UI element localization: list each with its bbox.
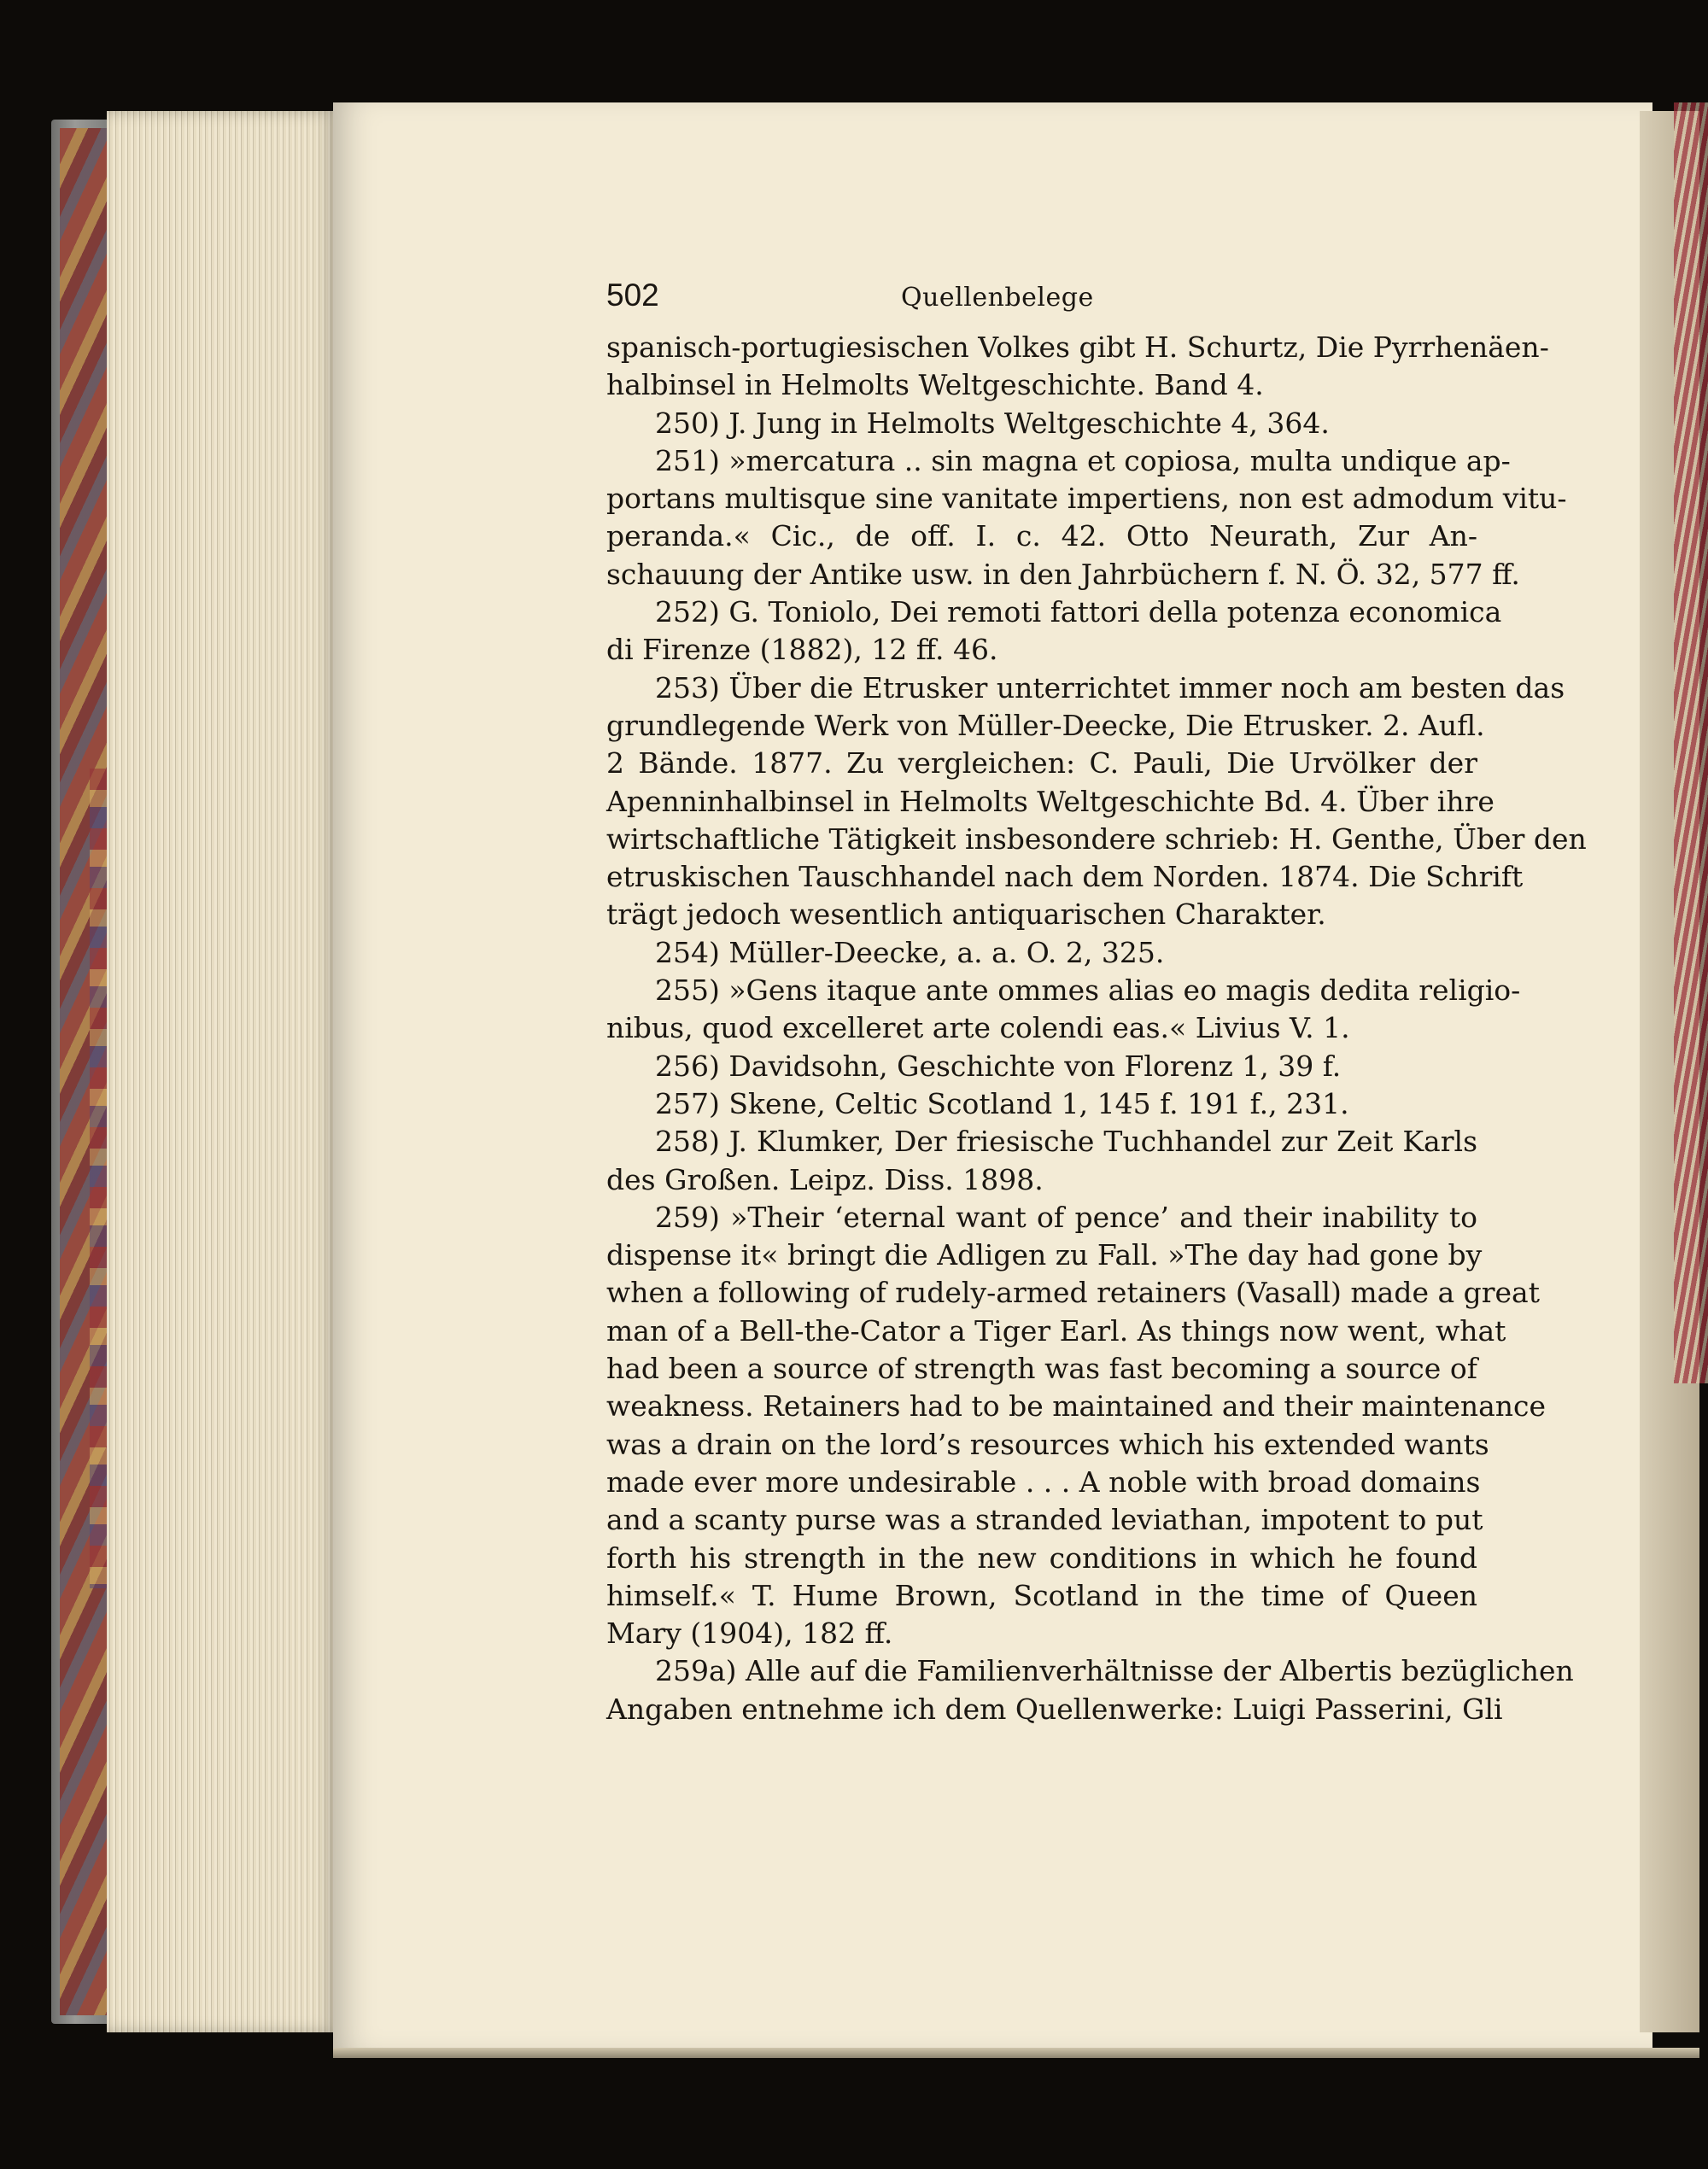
page-number: 502: [606, 278, 659, 313]
text-line: was a drain on the lord’s resources which his extended wants: [606, 1427, 1489, 1461]
footnote-lines: [606, 329, 1587, 1728]
text-line: 250) J. Jung in Helmolts Weltgeschichte 4, 364.: [655, 406, 1330, 440]
text-line: weakness. Retainers had to be maintained and their maintenance: [606, 1389, 1547, 1424]
text-line: 259a) Alle auf die Familienverhältnisse der Albertis bezüglichen: [655, 1654, 1574, 1688]
page-header: [606, 278, 1477, 329]
text-line: and a scanty purse was a stranded leviathan, impotent to put: [606, 1503, 1483, 1537]
text-line: halbinsel in Helmolts Weltgeschichte. Band 4.: [606, 368, 1264, 402]
text-line: 252) G. Toniolo, Dei remoti fattori della potenza economica: [655, 595, 1502, 629]
text-line: wirtschaftliche Tätigkeit insbesondere schrieb: H. Genthe, Über den: [606, 821, 1587, 856]
text-line: 256) Davidsohn, Geschichte von Florenz 1, 39 f.: [655, 1049, 1342, 1083]
running-head: Quellenbelege: [901, 283, 1094, 313]
text-line: Angaben entnehme ich dem Quellenwerke: Luigi Passerini, Gli: [606, 1692, 1503, 1726]
text-block: [606, 278, 1587, 1728]
text-line: etruskischen Tauschhandel nach dem Norden. 1874. Die Schrift: [606, 860, 1524, 894]
text-line: man of a Bell-the-Cator a Tiger Earl. As things now went, what: [606, 1313, 1506, 1348]
text-line: nibus, quod excelleret arte colendi eas.« Livius V. 1.: [606, 1011, 1350, 1045]
text-line: 258) J. Klumker, Der friesische Tuchhandel zur Zeit Karls: [655, 1125, 1477, 1159]
text-line: schauung der Antike usw. in den Jahrbüchern f. N. Ö. 32, 577 ff.: [606, 557, 1520, 591]
text-line: 257) Skene, Celtic Scotland 1, 145 f. 191 f., 231.: [655, 1086, 1349, 1120]
text-line: trägt jedoch wesentlich antiquarischen Charakter.: [606, 897, 1326, 932]
text-line: when a following of rudely-armed retainers (Vasall) made a great: [606, 1276, 1540, 1310]
text-line: 2 Bände. 1877. Zu vergleichen: C. Pauli, Die Urvölker der: [606, 746, 1477, 780]
text-line: Mary (1904), 182 ff.: [606, 1617, 893, 1651]
text-line: spanisch-portugiesischen Volkes gibt H. Schurtz, Die Pyrrhenäen-: [606, 330, 1549, 364]
page-stack-left: [107, 111, 337, 2032]
text-line: had been a source of strength was fast becoming a source of: [606, 1352, 1477, 1386]
marbled-edge: [90, 769, 107, 1588]
text-line: des Großen. Leipz. Diss. 1898.: [606, 1162, 1044, 1196]
text-line: dispense it« bringt die Adligen zu Fall. »The day had gone by: [606, 1238, 1483, 1272]
text-line: 254) Müller-Deecke, a. a. O. 2, 325.: [655, 935, 1165, 969]
text-line: made ever more undesirable . . . A noble with broad domains: [606, 1465, 1481, 1499]
text-line: forth his strength in the new conditions in which he found: [606, 1541, 1477, 1575]
page-bottom-edge: [333, 2048, 1699, 2058]
text-line: himself.« T. Hume Brown, Scotland in the time of Queen: [606, 1578, 1477, 1612]
text-line: 259) »Their ‘eternal want of pence’ and their inability to: [655, 1200, 1477, 1234]
text-line: 253) Über die Etrusker unterrichtet immer noch am besten das: [655, 670, 1565, 704]
text-line: di Firenze (1882), 12 ff. 46.: [606, 633, 998, 667]
text-line: 255) »Gens itaque ante ommes alias eo magis dedita religio-: [655, 973, 1521, 1008]
text-line: portans multisque sine vanitate impertiens, non est admodum vitu-: [606, 482, 1567, 516]
marbled-edge-right: [1674, 102, 1708, 1383]
text-line: peranda.« Cic., de off. I. c. 42. Otto Neurath, Zur An-: [606, 519, 1477, 553]
text-line: grundlegende Werk von Müller-Deecke, Die Etrusker. 2. Aufl.: [606, 708, 1485, 742]
text-line: 251) »mercatura .. sin magna et copiosa, multa undique ap-: [655, 443, 1511, 477]
text-line: Apenninhalbinsel in Helmolts Weltgeschichte Bd. 4. Über ihre: [606, 784, 1494, 818]
